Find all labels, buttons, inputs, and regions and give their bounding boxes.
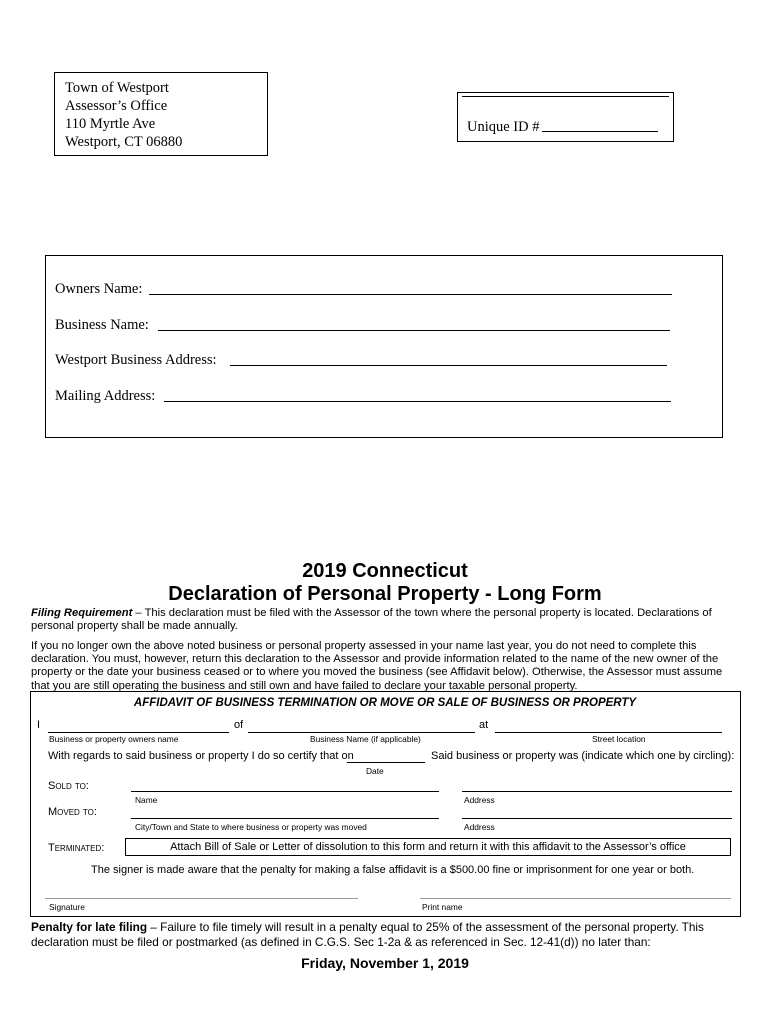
business-address-label: Westport Business Address: <box>55 352 217 368</box>
affidavit-i-label: I <box>37 719 41 731</box>
sold-to-label: Sold to: <box>48 780 89 792</box>
caption-city-state: City/Town and State to where business or property was moved <box>135 822 367 832</box>
owner-info-box <box>45 255 723 438</box>
moved-to-address-field[interactable] <box>462 818 732 819</box>
business-name-label: Business Name: <box>55 317 149 333</box>
attach-instructions-box: Attach Bill of Sale or Letter of dissolution to this form and return it with this affidavit to the Assessor’s office <box>125 838 731 856</box>
late-filing-penalty <box>31 920 743 950</box>
caption-address-sold: Address <box>464 795 495 805</box>
unique-id-label: Unique ID # <box>467 119 540 135</box>
caption-street-location: Street location <box>592 734 646 744</box>
owners-name-label: Owners Name: <box>55 281 143 297</box>
filing-requirement-text: – This declaration must be filed with the Assessor of the town where the personal property is located. Declarations of personal property shall be made annually. <box>31 607 712 633</box>
caption-business-name: Business Name (if applicable) <box>310 734 421 744</box>
certify-text: With regards to said business or property I do so certify that on <box>48 750 354 762</box>
affidavit-of-label: of <box>234 719 244 731</box>
sold-to-name-field[interactable] <box>131 791 439 792</box>
form-title: Declaration of Personal Property - Long Form <box>168 583 602 605</box>
said-business-text: Said business or property was (indicate which one by circling): <box>431 750 735 762</box>
moved-to-label: Moved to: <box>48 806 97 818</box>
sold-to-address-field[interactable] <box>462 791 732 792</box>
affidavit-title: AFFIDAVIT OF BUSINESS TERMINATION OR MOVE OR SALE OF BUSINESS OR PROPERTY <box>133 697 637 709</box>
caption-date: Date <box>366 766 384 776</box>
late-filing-text: – Failure to file timely will result in a penalty equal to 25% of the assessment of the personal property. This declaration must be filed or postmarked (as defined in C.G.S. Sec 1-2a & as referenced in Sec. 12-41(d)) no later than: <box>31 920 704 949</box>
terminated-label: Terminated: <box>48 842 105 854</box>
office-street: 110 Myrtle Ave <box>65 116 156 132</box>
late-filing-label: Penalty for late filing <box>31 920 148 934</box>
street-location-field[interactable] <box>495 732 722 733</box>
caption-address-moved: Address <box>464 822 495 832</box>
filing-requirement-label: Filing Requirement <box>31 607 133 619</box>
filing-requirement <box>31 607 741 633</box>
caption-owner-name: Business or property owners name <box>49 734 179 744</box>
print-name-field[interactable] <box>420 898 731 899</box>
caption-name: Name <box>135 795 158 805</box>
caption-print-name: Print name <box>422 902 463 912</box>
business-address-field[interactable] <box>230 365 667 366</box>
unique-id-box <box>457 92 674 142</box>
date-field[interactable] <box>347 762 425 763</box>
filing-deadline: Friday, November 1, 2019 <box>301 955 469 971</box>
moved-to-city-field[interactable] <box>131 818 439 819</box>
signature-field[interactable] <box>45 898 358 899</box>
false-affidavit-penalty: The signer is made aware that the penalty for making a false affidavit is a $500.00 fine or imprisonment for one year or both. <box>91 864 695 876</box>
owner-name-field[interactable] <box>48 732 229 733</box>
affidavit-at-label: at <box>479 719 489 731</box>
office-name: Assessor’s Office <box>65 98 168 114</box>
no-longer-own-paragraph: If you no longer own the above noted business or personal property assessed in your name last year, you do not need to complete this declaration. You must, however, return this declaration to the Assessor and provide information related to the name of the new owner of the property or the date your business ceased or to where you moved the business (see Affidavit below). Otherwise, the Assessor must assume that you are still operating the business and still own and have failed to declare your taxable personal property. <box>31 640 723 692</box>
owners-name-field[interactable] <box>149 294 672 295</box>
unique-id-field[interactable] <box>542 131 658 132</box>
mailing-address-label: Mailing Address: <box>55 388 156 404</box>
form-title-year: 2019 Connecticut <box>302 560 468 582</box>
caption-signature: Signature <box>49 902 85 912</box>
office-city: Westport, CT 06880 <box>65 134 183 150</box>
assessor-address-box <box>54 72 268 156</box>
unique-id-top-rule <box>462 96 669 97</box>
business-name-field[interactable] <box>158 330 670 331</box>
business-name-aff-field[interactable] <box>248 732 475 733</box>
office-town: Town of Westport <box>65 80 169 96</box>
mailing-address-field[interactable] <box>164 401 671 402</box>
